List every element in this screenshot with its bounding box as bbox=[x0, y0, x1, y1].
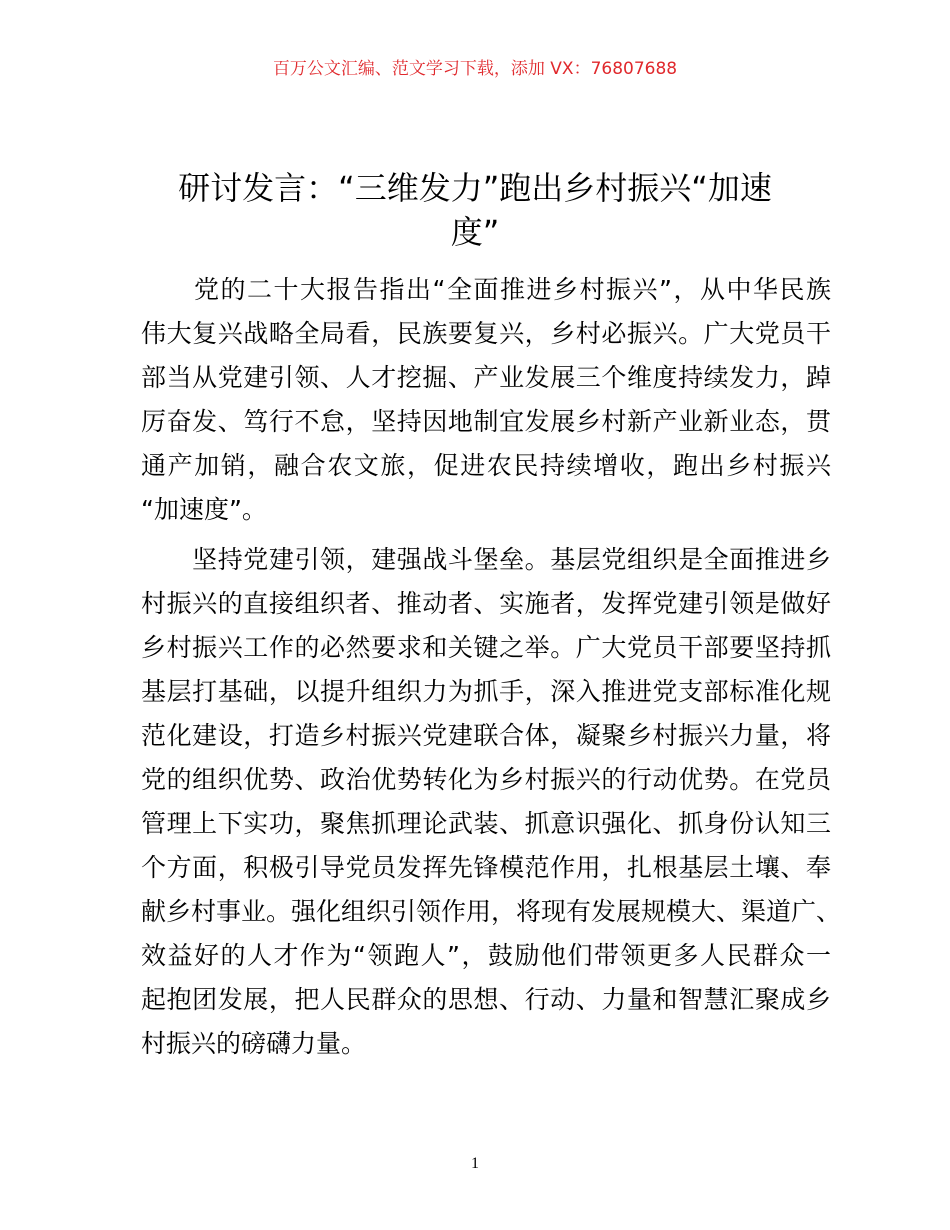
text-line: 党的二十大报告指出“全面推进乡村振兴”，从中华民族 bbox=[141, 275, 831, 304]
text-line: 坚持党建引领，建强战斗堡垒。基层党组织是全面推进乡 bbox=[141, 545, 831, 574]
title-line: 度” bbox=[450, 213, 500, 251]
title-line: 研讨发言：“三维发力”跑出乡村振兴“加速 bbox=[178, 169, 772, 207]
text-line: 献乡村事业。强化组织引领作用，将现有发展规模大、渠道广、 bbox=[141, 897, 842, 926]
document-title bbox=[120, 166, 830, 254]
text-line: 党的组织优势、政治优势转化为乡村振兴的行动优势。在党员 bbox=[141, 765, 831, 794]
paragraph-2 bbox=[141, 538, 842, 1066]
text-line: 乡村振兴工作的必然要求和关键之举。广大党员干部要坚持抓 bbox=[141, 633, 831, 662]
text-line: 个方面，积极引导党员发挥先锋模范作用，扎根基层土壤、奉 bbox=[141, 853, 831, 882]
text-line: 伟大复兴战略全局看，民族要复兴，乡村必振兴。广大党员干 bbox=[141, 319, 831, 348]
text-line: 村振兴的磅礴力量。 bbox=[141, 1029, 367, 1058]
text-line: 起抱团发展，把人民群众的思想、行动、力量和智慧汇聚成乡 bbox=[141, 985, 831, 1014]
text-line: 管理上下实功，聚焦抓理论武装、抓意识强化、抓身份认知三 bbox=[141, 809, 831, 838]
text-line: 效益好的人才作为“领跑人”，鼓励他们带领更多人民群众一 bbox=[141, 941, 831, 970]
text-line: 村振兴的直接组织者、推动者、实施者，发挥党建引领是做好 bbox=[141, 589, 831, 618]
text-line: 基层打基础，以提升组织力为抓手，深入推进党支部标准化规 bbox=[141, 677, 831, 706]
watermark-header: 百万公文汇编、范文学习下载，添加 VX：76807688 bbox=[272, 59, 678, 79]
paragraph-1 bbox=[141, 268, 831, 532]
text-line: 范化建设，打造乡村振兴党建联合体，凝聚乡村振兴力量，将 bbox=[141, 721, 831, 750]
text-line: “加速度”。 bbox=[141, 495, 267, 524]
text-line: 通产加销，融合农文旅，促进农民持续增收，跑出乡村振兴 bbox=[141, 451, 831, 480]
text-line: 部当从党建引领、人才挖掘、产业发展三个维度持续发力，踔 bbox=[141, 363, 831, 392]
text-line: 厉奋发、笃行不怠，坚持因地制宜发展乡村新产业新业态，贯 bbox=[141, 407, 831, 436]
page-number: 1 bbox=[471, 1155, 479, 1172]
